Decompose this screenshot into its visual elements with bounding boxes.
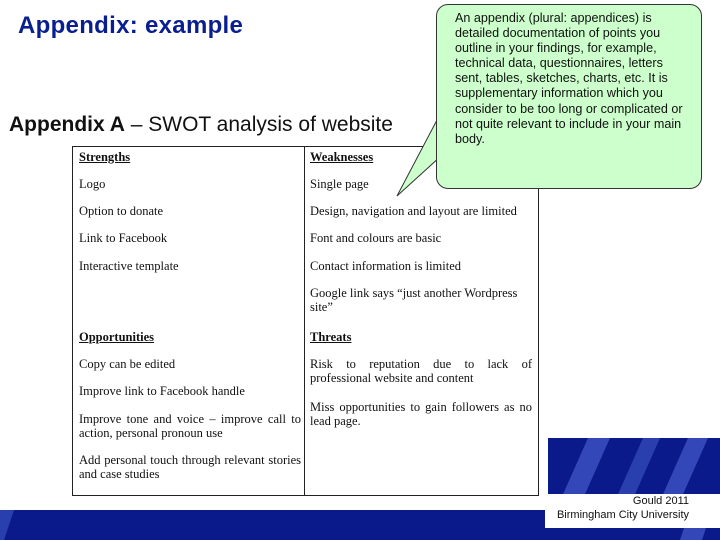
footer-institution: Birmingham City University	[556, 509, 689, 521]
threat-item: Miss opportunities to gain followers as no lead page.	[310, 400, 532, 428]
slide-title: Appendix: example	[18, 12, 244, 39]
appendix-definition-callout	[436, 4, 702, 189]
appendix-label: Appendix A	[9, 113, 125, 136]
opportunity-item: Add personal touch through relevant stories and case studies	[79, 453, 301, 481]
footer-credit	[545, 494, 689, 522]
strengths-heading: Strengths	[79, 150, 131, 164]
weaknesses-heading: Weaknesses	[310, 150, 374, 164]
appendix-heading-rest: – SWOT analysis of website	[124, 113, 393, 136]
weakness-item: Single page	[310, 177, 369, 191]
strength-item: Interactive template	[79, 259, 179, 273]
weakness-item: Design, navigation and layout are limited	[310, 204, 517, 218]
strength-item: Option to donate	[79, 204, 164, 218]
weakness-item: Google link says “just another Wordpress site”	[310, 286, 518, 314]
strength-item: Logo	[79, 177, 106, 191]
weakness-item: Font and colours are basic	[310, 231, 442, 245]
opportunity-item: Improve tone and voice – improve call to action, personal pronoun use	[79, 412, 301, 440]
callout-text: An appendix (plural: appendices) is detailed documentation of points you outline in your findings, for example, technical data, questionnaires, letters sent, tables, sketches, charts, etc. It is supplementary information which you consider to be too long or complicated or not quite relevant to include in your main body.	[455, 11, 683, 146]
threats-heading: Threats	[310, 330, 352, 344]
strength-item: Link to Facebook	[79, 231, 168, 245]
footer-author: Gould 2011	[632, 495, 689, 507]
opportunity-item: Improve link to Facebook handle	[79, 384, 245, 398]
opportunities-heading: Opportunities	[79, 330, 155, 344]
threat-item: Risk to reputation due to lack of professional website and content	[310, 357, 532, 385]
opportunity-item: Copy can be edited	[79, 357, 176, 371]
weakness-item: Contact information is limited	[310, 259, 462, 273]
